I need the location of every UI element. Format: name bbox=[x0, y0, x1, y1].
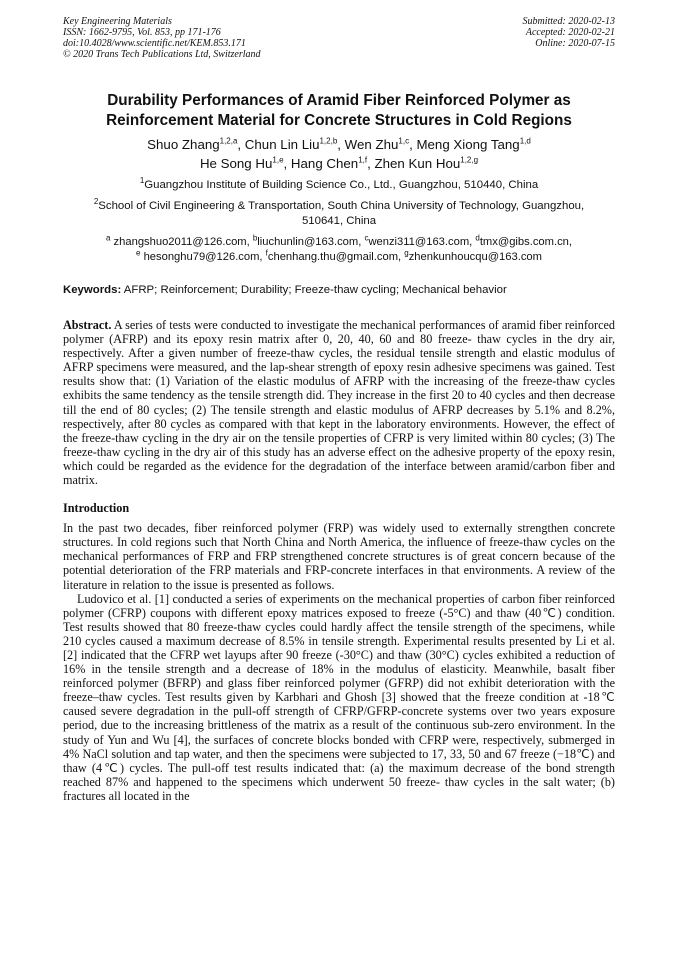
author-affil-sup: 1,2,a bbox=[219, 136, 238, 146]
author-name: , Zhen Kun Hou bbox=[367, 156, 461, 171]
keywords-label: Keywords: bbox=[63, 284, 122, 296]
email-sup: g bbox=[404, 248, 409, 258]
abstract bbox=[63, 318, 615, 487]
affiliation-text: Guangzhou Institute of Building Science Co., Ltd., Guangzhou, 510440, China bbox=[144, 179, 539, 191]
author-line-2 bbox=[63, 154, 615, 173]
affiliation-text: School of Civil Engineering & Transportation, South China University of Technology, Guangzhou, bbox=[98, 200, 585, 212]
title-line-1: Durability Performances of Aramid Fiber Reinforced Polymer as bbox=[107, 92, 571, 109]
submission-dates bbox=[523, 16, 616, 60]
email-sup: a bbox=[106, 233, 111, 243]
abstract-label: Abstract. bbox=[63, 318, 112, 332]
email-link[interactable]: hesonghu79@126.com, bbox=[140, 251, 266, 263]
paper-page bbox=[63, 16, 615, 803]
abstract-text: A series of tests were conducted to investigate the mechanical performances of aramid fiber reinforced polymer (AFRP) and its epoxy resin matrix after 0, 20, 40, 60 and 80 freeze- thaw cycles in the dry air, respectively. After a given number of freeze-thaw cycles, the residual tensile strength and elastic modulus of AFRP specimens were measured, and the lap-shear strength of epoxy resin adhesive specimens was gained. Test results show that: (1) Variation of the elastic modulus of AFRP with the increasing of the freeze-thaw cycles exhibits the same tendency as the tensile strength did. They increase in the first 20 to 40 cycles and then decrease till the end of 80 cycles; (2) The tensile strength and elastic modulus of AFRP decreases by 5.1% and 8.2%, respectively, after 80 cycles as compared with that kept in the laboratory environments. However, the effect of the freeze-thaw cycling in the dry air on the tensile properties of CFRP is very limited within 80 cycles; (3) The freeze-thaw cycling in the dry air of this study has an adverse effect on the adhesive property of the epoxy resin, which could be regarded as the evidence for the degradation of the interface between aramid/carbon fiber and matrix. bbox=[63, 318, 615, 488]
affiliation-sup: 1 bbox=[139, 176, 145, 186]
author-affil-sup: 1,e bbox=[272, 155, 284, 165]
email-sup: f bbox=[265, 248, 268, 258]
author-affil-sup: 1,c bbox=[398, 136, 410, 146]
email-line-1 bbox=[63, 235, 615, 250]
accepted-date: Accepted: 2020-02-21 bbox=[525, 27, 615, 38]
submitted-date: Submitted: 2020-02-13 bbox=[522, 16, 615, 27]
author-affil-sup: 1,2,b bbox=[319, 136, 338, 146]
affiliation-2 bbox=[63, 199, 615, 229]
copyright-line: © 2020 Trans Tech Publications Ltd, Switzerland bbox=[63, 49, 261, 60]
journal-info bbox=[63, 16, 261, 60]
introduction-section bbox=[63, 501, 615, 803]
issn-line: ISSN: 1662-9795, Vol. 853, pp 171-176 bbox=[63, 27, 221, 38]
email-sup: b bbox=[252, 233, 258, 243]
journal-name: Key Engineering Materials bbox=[63, 16, 172, 27]
title-line-2: Reinforcement Material for Concrete Structures in Cold Regions bbox=[106, 112, 572, 129]
email-sup: d bbox=[475, 233, 480, 243]
email-link[interactable]: zhenkunhoucqu@163.com bbox=[408, 251, 542, 263]
author-name: , Chun Lin Liu bbox=[237, 137, 320, 152]
affiliation-1 bbox=[63, 178, 615, 193]
doi-line: doi:10.4028/www.scientific.net/KEM.853.171 bbox=[63, 38, 246, 49]
journal-header bbox=[63, 16, 615, 60]
email-link[interactable]: liuchunlin@163.com, bbox=[257, 236, 365, 248]
paragraph: Ludovico et al. [1] conducted a series of experiments on the mechanical properties of carbon fiber reinforced polymer (CFRP) coupons with different epoxy matrices exposed to freeze (-5°C) and thaw (40℃) condition. Test results showed that 80 freeze-thaw cycles could hardly affect the tensile strength of the specimens, while 210 cycles caused a maximum decrease of 8.5% in tensile strength. Experimental results presented by Li et al. [2] indicated that the CFRP wet layups after 90 freeze (-30°C) and thaw (30°C) cycles exhibited a reduction of 16% in the tensile strength and a decrease of 18% in the modulus of elasticity. Meanwhile, basalt fiber reinforced polymer (BFRP) and glass fiber reinforced polymer (GFRP) did not exhibit deterioration with the freeze–thaw cycles. Test results given by Karbhari and Ghosh [3] showed that the freeze condition at -18℃ caused severe degradation in the pull-off strength of CFRP/GFRP-concrete systems over two years exposure period, due to the increasing brittleness of the matrix as a result of the continuous sub-zero environment. In the study of Yun and Wu [4], the surfaces of concrete blocks bonded with CFRP were, respectively, submerged in 4% NaCl solution and tap water, and then the specimens were subjected to 17, 33, 50 and 67 freeze (−18℃) and thaw (4℃) cycles. The pull-off test results indicated that: (a) the maximum decrease of the bond strength reached 87% and happened to the specimens which underwent 50 freeze- thaw cycles in the salt water; (b) fractures all located in the bbox=[63, 591, 615, 803]
paragraph: In the past two decades, fiber reinforced polymer (FRP) was widely used to externally strengthen concrete structures. In cold regions such that North China and North America, the influence of freeze-thaw cycles on the mechanical performances of FRP and FRP strengthened concrete structures is of great concern because of the potential deterioration of the FRP materials and FRP-concrete interfaces in that environments. A review of the literature in relation to the issue is presented as follows. bbox=[63, 521, 615, 592]
author-line-1 bbox=[63, 135, 615, 154]
author-name: He Song Hu bbox=[199, 156, 273, 171]
affiliation-sup: 2 bbox=[93, 197, 99, 207]
author-name: Shuo Zhang bbox=[147, 137, 220, 152]
online-date: Online: 2020-07-15 bbox=[535, 38, 615, 49]
section-heading: Introduction bbox=[63, 501, 130, 516]
email-link[interactable]: zhangshuo2011@126.com, bbox=[110, 236, 253, 248]
author-affil-sup: 1,2,g bbox=[460, 155, 479, 165]
author-emails bbox=[63, 235, 615, 265]
keywords-text: AFRP; Reinforcement; Durability; Freeze-thaw cycling; Mechanical behavior bbox=[121, 284, 507, 296]
author-name: , Wen Zhu bbox=[337, 137, 399, 152]
affiliation-text: 510641, China bbox=[301, 215, 377, 227]
author-name: , Hang Chen bbox=[283, 156, 359, 171]
email-link[interactable]: chenhang.thu@gmail.com, bbox=[267, 251, 405, 263]
email-line-2 bbox=[63, 250, 615, 265]
affiliations bbox=[63, 178, 615, 229]
email-link[interactable]: wenzi311@163.com, bbox=[368, 236, 476, 248]
author-name: , Meng Xiong Tang bbox=[409, 137, 520, 152]
author-affil-sup: 1,f bbox=[358, 155, 368, 165]
email-sup: c bbox=[364, 233, 369, 243]
paper-title bbox=[63, 91, 615, 131]
author-affil-sup: 1,d bbox=[519, 136, 531, 146]
keywords bbox=[63, 283, 615, 298]
author-list bbox=[63, 135, 615, 173]
email-sup: e bbox=[136, 248, 141, 258]
email-link[interactable]: tmx@gibs.com.cn, bbox=[479, 236, 572, 248]
